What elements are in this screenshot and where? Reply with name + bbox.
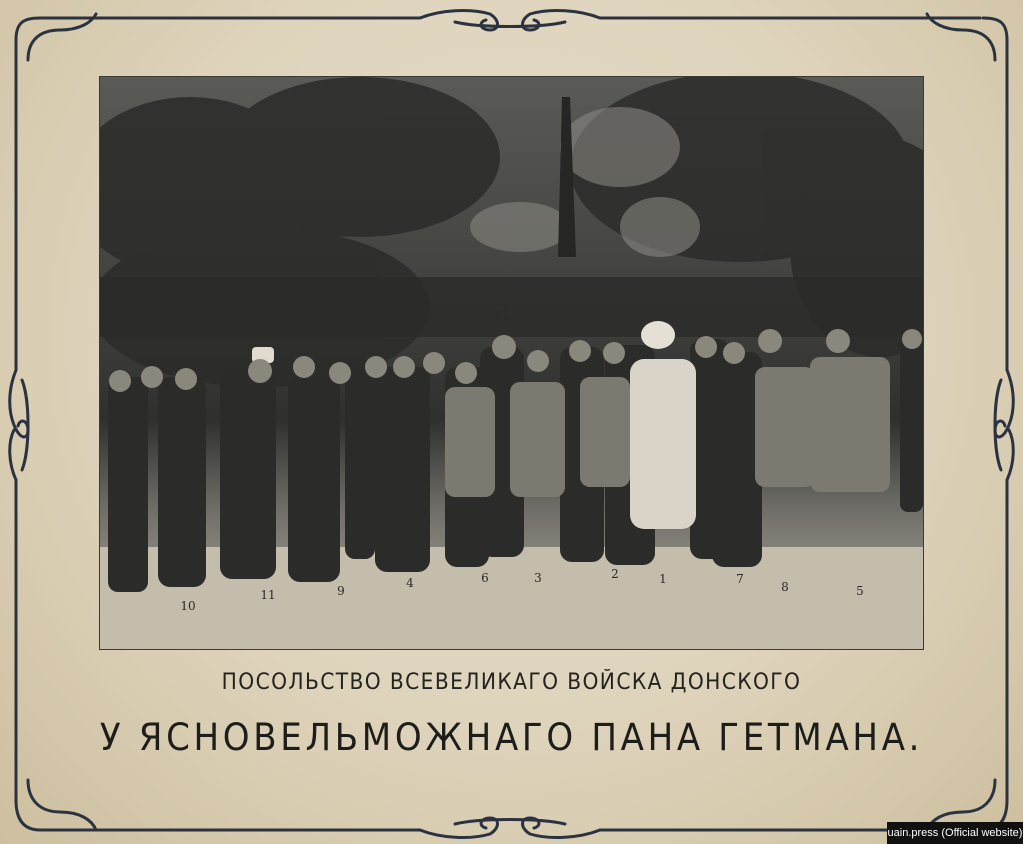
- figure-number: 10: [180, 599, 196, 613]
- figure-number: 6: [481, 571, 489, 585]
- group-photograph: [99, 76, 924, 650]
- figure-number: 3: [534, 571, 542, 585]
- caption-line-2: У ЯСНОВЕЛЬМОЖНАГО ПАНА ГЕТМАНА.: [99, 716, 924, 759]
- figure-number: 2: [611, 567, 619, 581]
- figure-number: 1: [659, 572, 667, 586]
- figure-number: 5: [856, 584, 864, 598]
- figure-number: 4: [406, 576, 414, 590]
- figure-number: 7: [736, 572, 744, 586]
- figure-number: 12: [494, 309, 510, 323]
- figure-number: 11: [260, 588, 276, 602]
- figure-number: 8: [781, 580, 789, 594]
- caption-line-1: ПОСОЛЬСТВО ВСЕВЕЛИКАГО ВОЙСКА ДОНСКОГО: [221, 670, 802, 695]
- figure-number: 9: [337, 584, 345, 598]
- source-credit: uain.press (Official website): [887, 822, 1023, 844]
